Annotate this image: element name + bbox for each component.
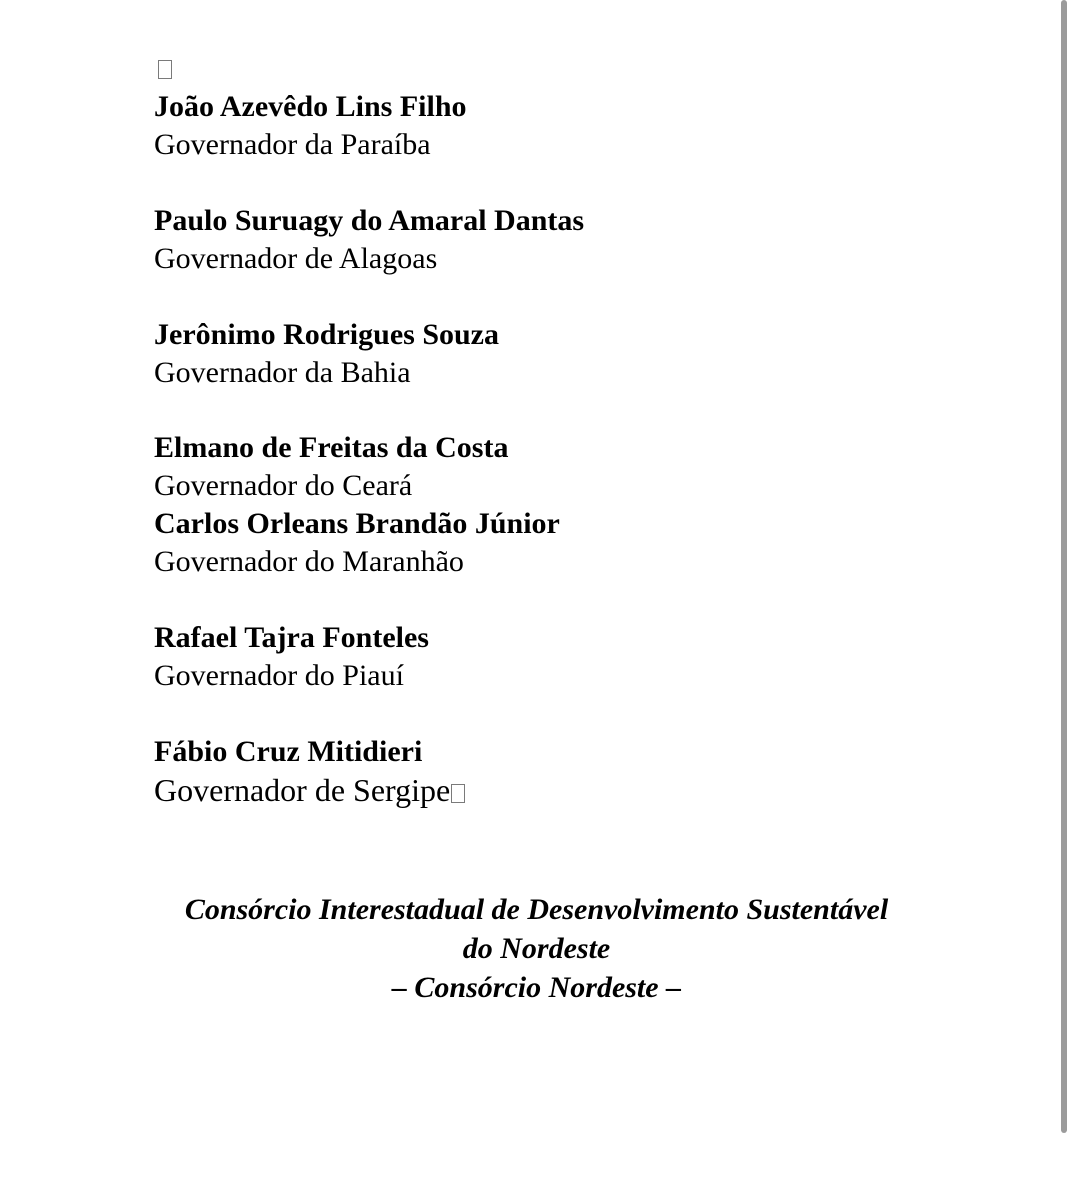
signatory-name: Elmano de Freitas da Costa — [154, 431, 509, 464]
signatory-role-line — [154, 771, 465, 809]
signatory-role: Governador da Paraíba — [154, 128, 431, 161]
signatory-block — [154, 619, 429, 695]
signatory-block — [154, 88, 467, 164]
signatory-block — [154, 733, 465, 809]
signatory-block — [154, 202, 584, 278]
signatory-role: Governador da Bahia — [154, 356, 411, 389]
signatory-role: Governador de Sergipe — [154, 772, 451, 808]
signatory-name: Rafael Tajra Fonteles — [154, 621, 429, 654]
missing-glyph-icon — [158, 60, 172, 79]
footer-line-1: Consórcio Interestadual de Desenvolvimento Sustentável — [184, 893, 889, 926]
signatory-role: Governador de Alagoas — [154, 242, 438, 275]
signatory-role: Governador do Maranhão — [154, 545, 464, 578]
signatory-role: Governador do Piauí — [154, 659, 404, 692]
signatory-name: Jerônimo Rodrigues Souza — [154, 318, 499, 351]
signatory-name: Fábio Cruz Mitidieri — [154, 735, 423, 768]
missing-glyph-icon — [451, 784, 465, 803]
signatory-name: Paulo Suruagy do Amaral Dantas — [154, 204, 585, 237]
vertical-scrollbar[interactable] — [1061, 0, 1067, 1133]
signatory-role: Governador do Ceará — [154, 469, 413, 502]
signatory-block — [154, 429, 560, 581]
signatory-name: Carlos Orleans Brandão Júnior — [154, 507, 560, 540]
signatory-name: João Azevêdo Lins Filho — [154, 90, 467, 123]
footer-line-3: – Consórcio Nordeste – — [391, 971, 682, 1004]
footer-line-2: do Nordeste — [462, 932, 611, 965]
consortium-footer — [0, 890, 1073, 1007]
signatory-block — [154, 316, 499, 392]
